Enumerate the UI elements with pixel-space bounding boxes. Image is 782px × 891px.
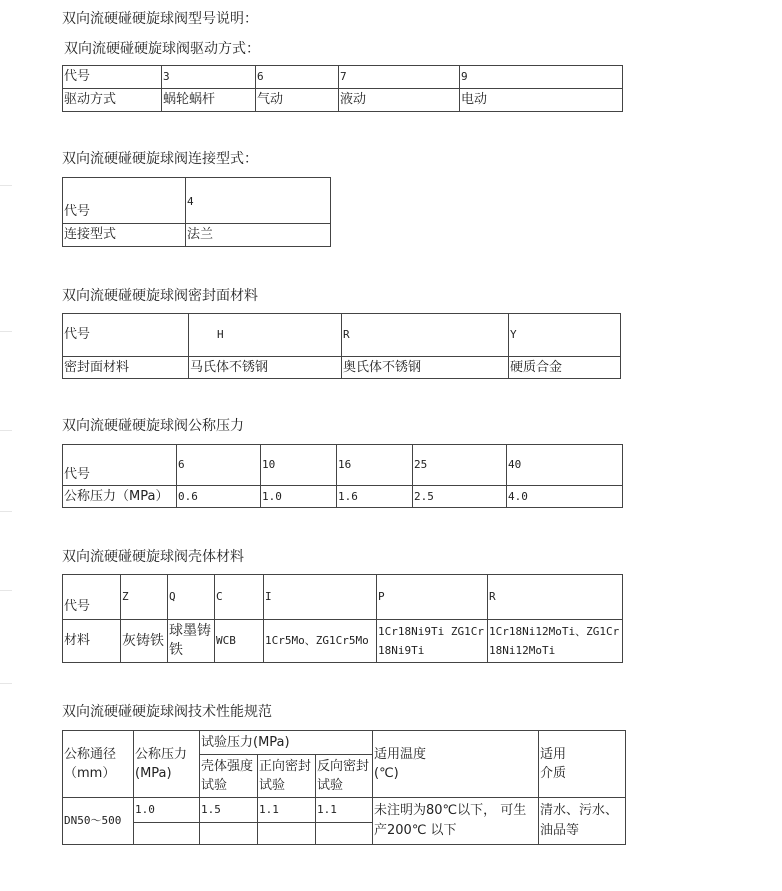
connect-title: 双向流硬碰硬旋球阀连接型式： [62,151,258,167]
pressure-code-10: 10 [261,445,337,486]
pressure-value-2-5: 2.5 [413,486,507,508]
spec-h-dn: 公称通径（mm） [63,731,134,798]
shell-wcb: WCB [215,620,264,663]
seal-code-label: 代号 [63,314,189,357]
page-heading: 双向流硬碰硬旋球阀型号说明： [62,11,258,27]
spec-media: 清水、污水、油品等 [539,798,626,845]
spec-h-temp: 适用温度(℃) [373,731,539,798]
shell-code-p: P [377,575,488,620]
shell-code-label: 代号 [63,575,121,620]
drive-worm: 蜗轮蜗杆 [162,89,256,112]
spec-h-media: 适用介质 [539,731,626,798]
spec-temp: 未注明为80℃以下， 可生产200℃ 以下 [373,798,539,845]
edge-tick [0,331,12,332]
pressure-value-1-0: 1.0 [261,486,337,508]
pressure-table [62,444,623,508]
spec-empty-cell [134,823,200,845]
connect-label: 连接型式 [63,224,186,247]
connect-flange: 法兰 [186,224,331,247]
shell-code-q: Q [168,575,215,620]
seal-code-r: R [342,314,509,357]
shell-cr18ni9ti: 1Cr18Ni9Ti ZG1Cr18Ni9Ti [377,620,488,663]
shell-label: 材料 [63,620,121,663]
drive-code-6: 6 [256,66,339,89]
spec-empty-cell [316,823,373,845]
seal-code-h: H [189,314,342,357]
drive-electric: 电动 [460,89,623,112]
edge-tick [0,185,12,186]
shell-table [62,574,623,663]
drive-pneumatic: 气动 [256,89,339,112]
spec-shell-v: 1.5 [200,798,258,823]
pressure-value-4-0: 4.0 [507,486,623,508]
spec-empty-cell [258,823,316,845]
shell-title: 双向流硬碰硬旋球阀壳体材料 [62,549,244,565]
pressure-code-16: 16 [337,445,413,486]
drive-code-7: 7 [339,66,460,89]
pressure-value-0-6: 0.6 [177,486,261,508]
drive-hydraulic: 液动 [339,89,460,112]
spec-dn: DN50～500 [63,798,134,845]
connect-code-label: 代号 [63,178,186,224]
spec-h-rev: 反向密封试验 [316,755,373,798]
pressure-label: 公称压力（MPa） [63,486,177,508]
seal-label: 密封面材料 [63,357,189,379]
shell-code-r: R [488,575,623,620]
seal-martensitic: 马氏体不锈钢 [189,357,342,379]
spec-h-pn: 公称压力(MPa) [134,731,200,798]
spec-empty-cell [200,823,258,845]
pressure-code-40: 40 [507,445,623,486]
seal-table [62,313,621,379]
seal-hard-alloy: 硬质合金 [509,357,621,379]
drive-code-3: 3 [162,66,256,89]
shell-code-z: Z [121,575,168,620]
spec-h-fwd: 正向密封试验 [258,755,316,798]
drive-code-label: 代号 [63,66,162,89]
pressure-code-25: 25 [413,445,507,486]
spec-pn: 1.0 [134,798,200,823]
drive-label: 驱动方式 [63,89,162,112]
pressure-title: 双向流硬碰硬旋球阀公称压力 [62,418,244,434]
drive-code-9: 9 [460,66,623,89]
spec-title: 双向流硬碰硬旋球阀技术性能规范 [62,704,272,720]
edge-tick [0,430,12,431]
drive-title: 双向流硬碰硬旋球阀驱动方式： [64,41,260,57]
shell-cr5mo: 1Cr5Mo、ZG1Cr5Mo [264,620,377,663]
shell-code-c: C [215,575,264,620]
connect-table [62,177,331,247]
edge-tick [0,590,12,591]
shell-code-i: I [264,575,377,620]
pressure-value-1-6: 1.6 [337,486,413,508]
spec-rev-v: 1.1 [316,798,373,823]
spec-h-shell: 壳体强度试验 [200,755,258,798]
drive-table [62,65,623,112]
edge-tick [0,683,12,684]
seal-title: 双向流硬碰硬旋球阀密封面材料 [62,288,258,304]
spec-fwd-v: 1.1 [258,798,316,823]
edge-tick [0,511,12,512]
pressure-code-label: 代号 [63,445,177,486]
connect-code-4: 4 [186,178,331,224]
pressure-code-6: 6 [177,445,261,486]
seal-austenitic: 奥氏体不锈钢 [342,357,509,379]
seal-code-y: Y [509,314,621,357]
shell-ductile-iron: 球墨铸铁 [168,620,215,663]
spec-table [62,730,626,845]
shell-cr18ni12moti: 1Cr18Ni12MoTi、ZG1Cr18Ni12MoTi [488,620,623,663]
shell-grey-iron: 灰铸铁 [121,620,168,663]
spec-h-test: 试验压力(MPa) [200,731,373,755]
